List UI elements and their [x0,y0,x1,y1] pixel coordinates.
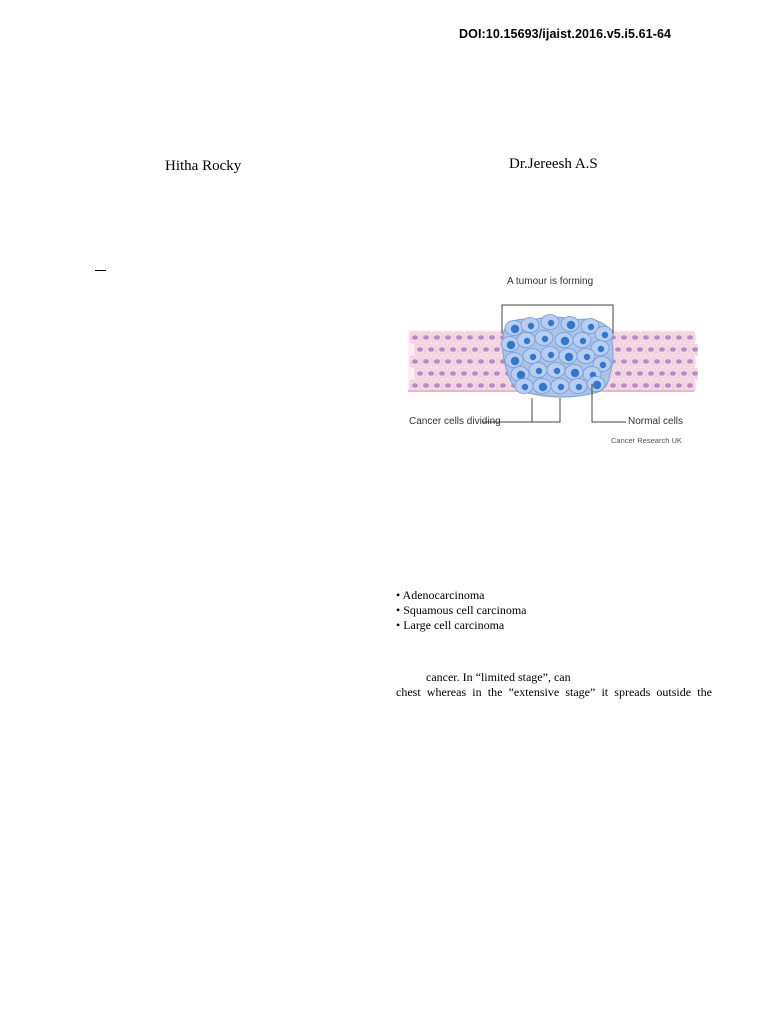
normal-cell-nucleus [637,371,643,376]
normal-cell-nucleus [489,335,495,340]
normal-cell-nucleus [445,383,451,388]
normal-cell-nucleus [676,383,682,388]
tumour-figure [404,270,698,452]
normal-cell-nucleus [423,359,429,364]
body-text-line-2: chest whereas in the ”extensive stage” it spreads outside the [396,685,712,699]
normal-cell-nucleus [412,335,418,340]
normal-cell-nucleus [659,347,665,352]
normal-cell-nucleus [632,359,638,364]
normal-cell-nucleus [439,347,445,352]
tumour-cell-nucleus [554,368,560,374]
tumour-cell-nucleus [507,341,515,349]
normal-cell-nucleus [654,383,660,388]
normal-cell-nucleus [659,371,665,376]
tumour-cell-nucleus [598,346,604,352]
normal-cell-nucleus [676,335,682,340]
normal-cell-nucleus [445,359,451,364]
normal-cell-nucleus [687,335,693,340]
tumour-cell-nucleus [558,384,564,390]
normal-cell-nucleus [478,335,484,340]
tumour-cell-nucleus [548,352,554,358]
normal-cell-nucleus [687,383,693,388]
tumour-cell-nucleus [522,384,528,390]
normal-cell-nucleus [621,359,627,364]
normal-cell-nucleus [450,371,456,376]
tumour-cell-nucleus [600,362,606,368]
normal-cell-nucleus [626,347,632,352]
normal-cell-nucleus [456,383,462,388]
normal-cell-nucleus [665,335,671,340]
normal-cell-nucleus [621,335,627,340]
normal-cell-nucleus [467,383,473,388]
label-cancer-cells: Cancer cells dividing [409,416,501,427]
doi-header: DOI:10.15693/ijaist.2016.v5.i5.61-64 [459,27,672,41]
tumour-cell-nucleus [580,338,586,344]
normal-cell-nucleus [637,347,643,352]
normal-cell-nucleus [648,347,654,352]
normal-cell-nucleus [483,347,489,352]
tumour-cell-nucleus [593,381,601,389]
normal-cell-nucleus [417,371,423,376]
tumour-cell-nucleus [548,320,554,326]
normal-cell-nucleus [434,383,440,388]
normal-cell-nucleus [489,383,495,388]
normal-cell-nucleus [489,359,495,364]
tumour-cell-nucleus [524,338,530,344]
tumour-cell-nucleus [571,369,579,377]
normal-cell-nucleus [654,335,660,340]
normal-cell-nucleus [670,371,676,376]
tumour-cell-nucleus [567,321,575,329]
normal-cell-nucleus [692,371,698,376]
normal-cell-nucleus [423,383,429,388]
tumour-cell-nucleus [584,354,590,360]
label-normal-cells: Normal cells [628,416,684,427]
normal-cell-nucleus [494,347,500,352]
tumour-cell-nucleus [530,354,536,360]
list-item: • Adenocarcinoma [396,588,485,602]
figure-title: A tumour is forming [507,276,594,287]
normal-cell-nucleus [412,383,418,388]
tumour-cell-nucleus [565,353,573,361]
normal-cell-nucleus [681,371,687,376]
tumour-cell-nucleus [539,383,547,391]
normal-cell-nucleus [417,347,423,352]
normal-cell-nucleus [648,371,654,376]
normal-cell-nucleus [632,383,638,388]
tumour-cell-nucleus [511,325,519,333]
figure-source: Cancer Research UK [611,436,682,445]
normal-cell-nucleus [428,347,434,352]
normal-cell-nucleus [500,383,506,388]
normal-cell-nucleus [676,359,682,364]
tumour-mass [501,315,613,398]
author-name-1: Hitha Rocky [165,158,242,174]
normal-cell-nucleus [428,371,434,376]
normal-cell-nucleus [461,371,467,376]
tumour-cell-nucleus [528,323,534,329]
tumour-cell-nucleus [561,337,569,345]
tumour-cell-nucleus [536,368,542,374]
normal-cell-nucleus [439,371,445,376]
tumour-cell-nucleus [517,371,525,379]
stray-dash-mark [95,270,106,271]
normal-cell-nucleus [643,335,649,340]
normal-cell-nucleus [450,347,456,352]
normal-cell-nucleus [621,383,627,388]
normal-cell-nucleus [412,359,418,364]
list-item: • Squamous cell carcinoma [396,603,527,617]
normal-cell-nucleus [423,335,429,340]
normal-cell-nucleus [615,347,621,352]
normal-cell-nucleus [472,371,478,376]
tumour-cell-nucleus [602,332,608,338]
normal-cell-nucleus [687,359,693,364]
normal-cell-nucleus [610,383,616,388]
normal-cell-nucleus [643,359,649,364]
normal-cell-nucleus [681,347,687,352]
normal-cell-nucleus [467,359,473,364]
normal-cell-nucleus [643,383,649,388]
normal-cell-nucleus [494,371,500,376]
normal-cell-nucleus [692,347,698,352]
normal-cell-nucleus [632,335,638,340]
normal-cell-nucleus [478,383,484,388]
normal-cell-nucleus [456,335,462,340]
list-item: • Large cell carcinoma [396,618,505,632]
body-text-line-1: cancer. In “limited stage”, can [426,670,571,684]
tumour-cell-nucleus [576,384,582,390]
tumour-cell-nucleus [511,357,519,365]
tumour-cell-nucleus [542,336,548,342]
normal-cell-nucleus [615,371,621,376]
author-name-2: Dr.Jereesh A.S [509,156,598,172]
normal-cell-nucleus [456,359,462,364]
normal-cell-nucleus [483,371,489,376]
normal-cell-nucleus [467,335,473,340]
normal-cell-nucleus [478,359,484,364]
normal-cell-nucleus [434,359,440,364]
normal-cell-nucleus [654,359,660,364]
normal-cell-nucleus [434,335,440,340]
normal-cell-nucleus [670,347,676,352]
cancer-types-list [396,588,527,633]
tumour-cell-nucleus [588,324,594,330]
normal-cell-nucleus [626,371,632,376]
normal-cell-nucleus [472,347,478,352]
normal-cell-nucleus [665,383,671,388]
normal-cell-nucleus [461,347,467,352]
normal-cell-nucleus [445,335,451,340]
normal-cell-nucleus [665,359,671,364]
